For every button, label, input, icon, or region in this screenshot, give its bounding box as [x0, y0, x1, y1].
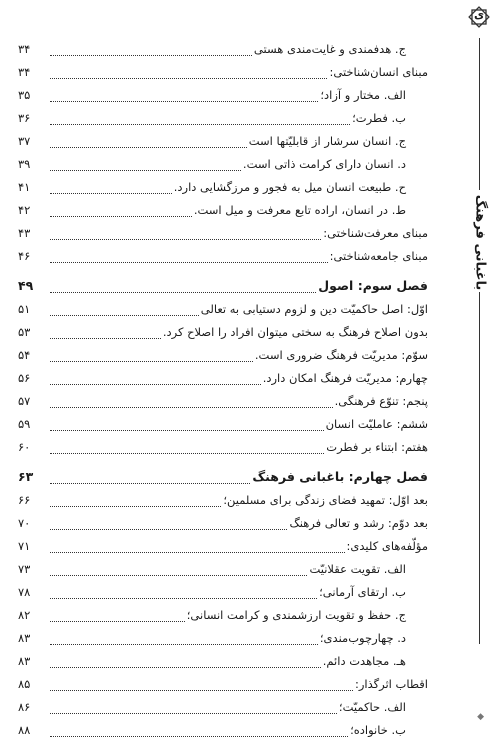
toc-entry: [18, 171, 428, 194]
dot-leader: [50, 471, 250, 484]
toc-entry-title: الف. مختار و آزاد؛: [320, 88, 406, 102]
toc-entry: [18, 102, 428, 125]
toc-entry: [18, 507, 428, 530]
dot-leader: [50, 701, 337, 714]
toc-entry: [18, 385, 428, 408]
toc-entry-title: بعد دوّم: رشد و تعالی فرهنگ: [289, 516, 428, 530]
margin-rule-bottom: [479, 292, 480, 644]
dot-leader: [50, 632, 318, 645]
toc-entry-page: ۴۱: [18, 180, 31, 194]
toc-entry-page: ۳۵: [18, 88, 31, 102]
toc-entry-page: ۷۸: [18, 585, 31, 599]
toc-entry-page: ۶۶: [18, 493, 31, 507]
toc-entry: [18, 125, 428, 148]
toc-entry: [18, 484, 428, 507]
toc-entry-page: ۳۴: [18, 65, 31, 79]
toc-entry: [18, 148, 428, 171]
toc-entry-title: سوّم: مدیریّت فرهنگ ضروری است.: [254, 348, 428, 362]
dot-leader: [50, 655, 321, 668]
dot-leader: [50, 204, 192, 217]
toc-entry-page: ۸۲: [18, 608, 31, 622]
dot-leader: [50, 135, 247, 148]
toc-entry-title: اوّل: اصل حاکمیّت دین و لزوم دستیابی به تعالی: [200, 302, 428, 316]
toc-entry-page: ۵۶: [18, 371, 31, 385]
toc-entry-title: پنجم: تنوّع فرهنگی.: [334, 394, 428, 408]
toc-entry: [18, 56, 428, 79]
toc-entry: [18, 431, 428, 454]
dot-leader: [50, 227, 321, 240]
running-head-title: باغبانی فرهنگ: [472, 194, 488, 290]
toc-entry-title: فصل سوم: اصول: [318, 278, 428, 293]
dot-leader: [50, 395, 333, 408]
dot-leader: [50, 43, 252, 56]
toc-entry-page: ۳۷: [18, 134, 31, 148]
toc-entry-title: اقطاب اثرگذار:: [355, 677, 428, 691]
toc-entry: [18, 240, 428, 263]
toc-entry-title: هفتم: ابتناء بر فطرت: [326, 440, 428, 454]
dot-leader: [50, 66, 327, 79]
running-head: [465, 196, 495, 288]
toc-entry-page: ۴۳: [18, 226, 31, 240]
toc-entry: [18, 553, 428, 576]
toc-entry-page: ۵۷: [18, 394, 31, 408]
page-number: ی: [473, 8, 485, 21]
toc-entry-page: ۸۶: [18, 700, 31, 714]
toc-entry-page: ۸۸: [18, 723, 31, 737]
dot-leader: [50, 372, 261, 385]
toc-entry: [18, 293, 428, 316]
toc-entry-page: ۴۹: [18, 278, 34, 293]
toc-entry-title: بعد اوّل: تمهید فضای زندگی برای مسلمین؛: [223, 493, 428, 507]
toc-entry-title: بدون اصلاح فرهنگ به سختی میتوان افراد را اصلاح کرد.: [162, 325, 428, 339]
dot-leader: [50, 517, 287, 530]
toc-entry-page: ۵۴: [18, 348, 31, 362]
dot-leader: [50, 250, 328, 263]
toc-entry: [18, 79, 428, 102]
dot-leader: [50, 158, 241, 171]
dot-leader: [50, 349, 253, 362]
dot-leader: [50, 678, 353, 691]
toc-entry: [18, 217, 428, 240]
toc-entry-page: ۵۳: [18, 325, 31, 339]
toc-entry-title: مبنای انسان‌شناختی:: [329, 65, 428, 79]
toc-entry-title: ط. در انسان، اراده تابع معرفت و میل است.: [193, 203, 406, 217]
dot-leader: [50, 112, 350, 125]
toc-entry-title: مبنای جامعه‌شناختی:: [329, 249, 428, 263]
dot-leader: [50, 181, 172, 194]
toc-entry: [18, 622, 428, 645]
toc-entry-page: ۸۵: [18, 677, 31, 691]
toc-entry-page: ۸۳: [18, 631, 31, 645]
dot-leader: [50, 441, 324, 454]
toc-entry: [18, 714, 428, 737]
toc-entry-title: فصل چهارم: باغبانی فرهنگ: [252, 469, 428, 484]
toc-entry-title: ب. ارتقای آرمانی؛: [319, 585, 406, 599]
toc-entry-title: هـ. مجاهدت دائم.: [322, 654, 406, 668]
toc-entry: [18, 668, 428, 691]
dot-leader: [50, 418, 324, 431]
toc-entry-page: ۵۹: [18, 417, 31, 431]
toc-entry: [18, 194, 428, 217]
toc-entry: [18, 599, 428, 622]
toc-entry-page: ۵۱: [18, 302, 31, 316]
toc-chapter: [18, 454, 428, 484]
dot-leader: [50, 326, 161, 339]
toc-entry-title: ب. فطرت؛: [352, 111, 406, 125]
toc-entry-title: ح. طبیعت انسان میل به فجور و مرزگشایی دارد.: [173, 180, 406, 194]
bottom-mark-icon: ◆: [477, 712, 484, 722]
toc-entry-page: ۴۲: [18, 203, 31, 217]
dot-leader: [50, 540, 345, 553]
toc-entry-page: ۶۰: [18, 440, 31, 454]
dot-leader: [50, 89, 318, 102]
toc-entry: [18, 691, 428, 714]
toc-entry: [18, 316, 428, 339]
toc-entry: [18, 576, 428, 599]
toc-entry: [18, 362, 428, 385]
toc-entry-page: ۶۳: [18, 469, 34, 484]
toc-entry: [18, 408, 428, 431]
toc-entry-page: ۷۳: [18, 562, 31, 576]
toc-entry-title: ب. خانواده؛: [350, 723, 406, 737]
toc-chapter: [18, 263, 428, 293]
dot-leader: [50, 724, 348, 737]
toc-entry: [18, 645, 428, 668]
toc-entry-title: ج. حفظ و تقویت ارزشمندی و کرامت انسانی؛: [186, 608, 406, 622]
toc-entry-title: الف. تقویت عقلانیّت: [309, 562, 406, 576]
toc-entry: [18, 530, 428, 553]
dot-leader: [50, 303, 199, 316]
dot-leader: [50, 280, 316, 293]
dot-leader: [50, 609, 185, 622]
dot-leader: [50, 586, 317, 599]
toc-entry: [18, 339, 428, 362]
toc-entry-title: ششم: عاملیّت انسان: [325, 417, 428, 431]
toc-entry-page: ۳۶: [18, 111, 31, 125]
toc-entry-page: ۳۴: [18, 42, 31, 56]
toc-entry-title: ج. هدفمندی و غایت‌مندی هستی: [253, 42, 406, 56]
toc-entry-title: مبنای معرفت‌شناختی:: [323, 226, 428, 240]
toc-entry-title: چهارم: مدیریّت فرهنگ امکان دارد.: [262, 371, 428, 385]
toc-entry-title: الف. حاکمیّت؛: [338, 700, 406, 714]
toc-entry-page: ۸۳: [18, 654, 31, 668]
toc-entry: [18, 33, 428, 56]
toc-entry-title: د. انسان دارای کرامت ذاتی است.: [242, 157, 406, 171]
toc-entry-title: د. چهارچوب‌مندی؛: [319, 631, 406, 645]
toc-entry-title: مؤلّفه‌های کلیدی:: [346, 539, 428, 553]
toc-entry-title: ج. انسان سرشار از قابلیّتها است: [248, 134, 406, 148]
table-of-contents: [18, 33, 428, 737]
toc-entry-page: ۴۶: [18, 249, 31, 263]
toc-entry-page: ۷۰: [18, 516, 31, 530]
toc-entry-page: ۳۹: [18, 157, 31, 171]
dot-leader: [50, 563, 307, 576]
margin-rule-top: [479, 38, 480, 190]
dot-leader: [50, 494, 221, 507]
toc-entry-page: ۷۱: [18, 539, 31, 553]
